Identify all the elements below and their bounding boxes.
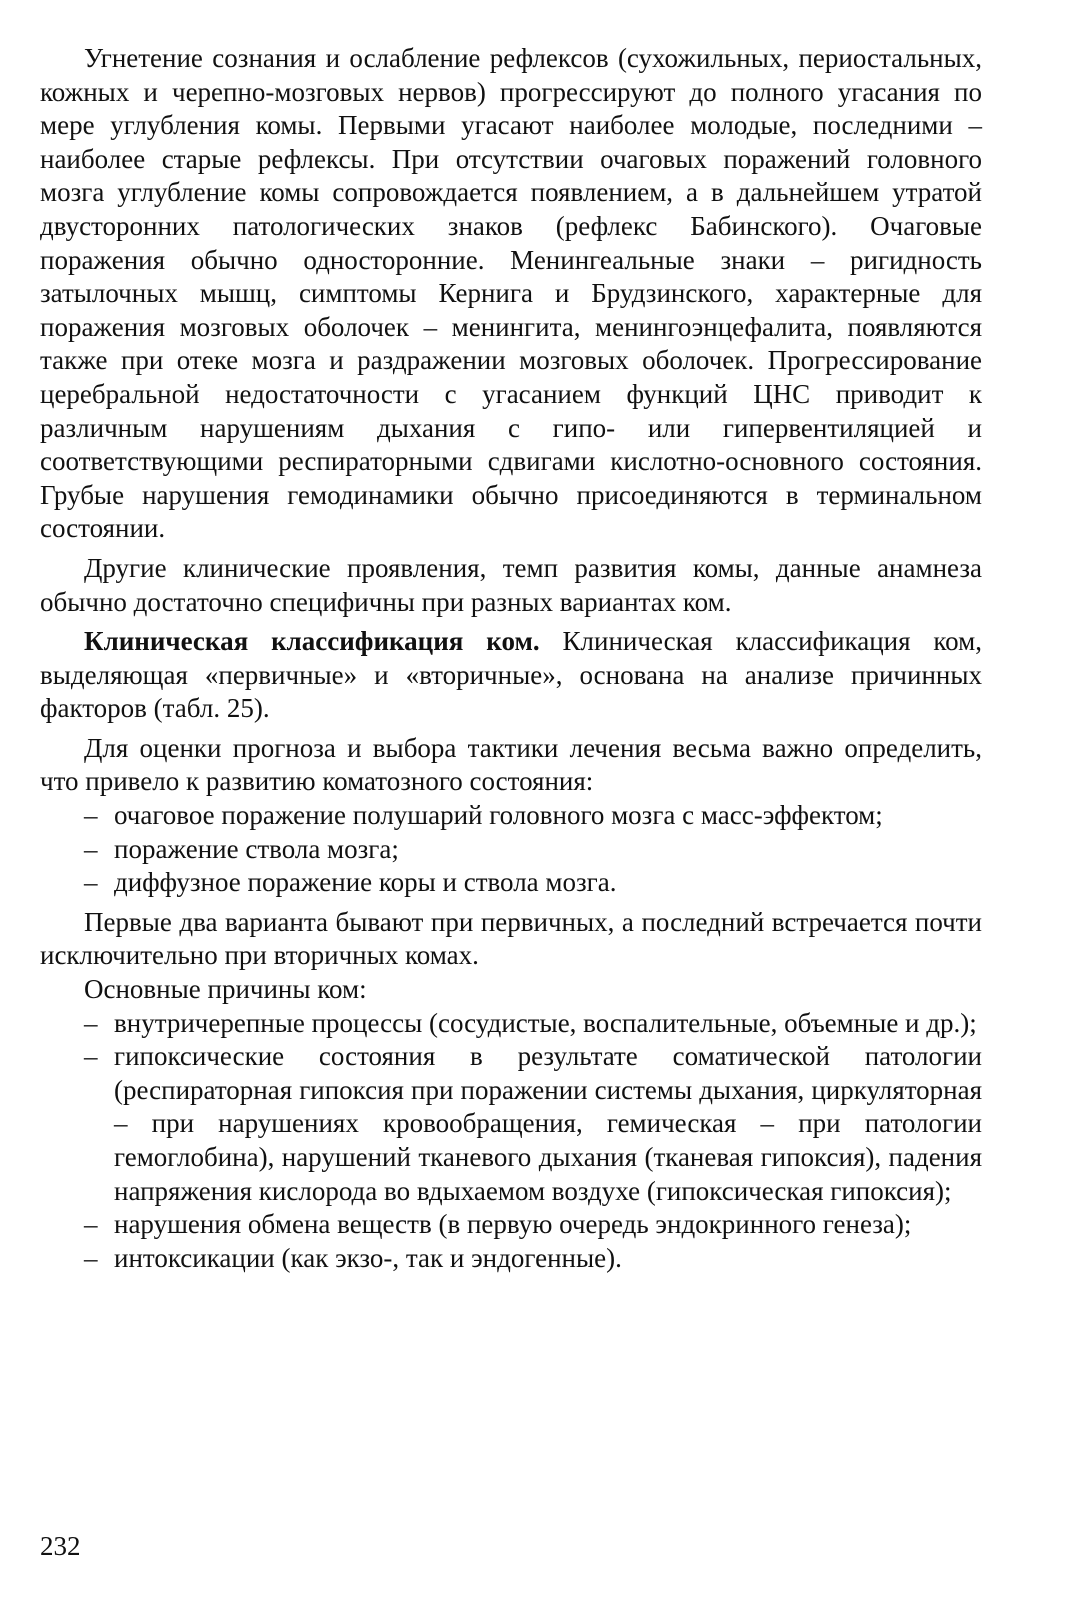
dash-marker: – — [84, 1242, 98, 1273]
dash-marker: – — [84, 800, 98, 831]
list-item: – гипоксические состояния в результате соматической патологии (респираторная гипоксия при поражении системы дыхания, циркуляторная – при нарушениях кровообращения, гемическая – при патологии гемоглобина), нарушений тканевого дыхания (тканевая гипоксия), падения напряжения кислорода во вдыхаемом воздухе (гипоксическая гипоксия); — [84, 1041, 982, 1206]
page-number: 232 — [40, 1531, 81, 1561]
page-body — [40, 42, 982, 1275]
dash-marker: – — [84, 867, 98, 898]
list-item: – очаговое поражение полушарий головного мозга с масс-эффектом; — [40, 799, 982, 833]
paragraph-clinical-manifestations: Другие клинические проявления, темп развития комы, данные анамнеза обычно достаточно специфичны при разных вариантах ком. — [40, 552, 982, 617]
dash-marker: – — [84, 1007, 98, 1038]
classification-text: Клиническая классификация ком, выделяющая «первичные» и «вторичные», основана на анализе причинных факторов (табл. 25). — [40, 626, 982, 724]
list-item: – интоксикации (как экзо-, так и эндогенные). — [40, 1242, 982, 1276]
paragraph-variants: Первые два варианта бывают при первичных, а последний встречается почти исключительно при вторичных комах. — [40, 906, 982, 971]
list-item: – поражение ствола мозга; — [40, 833, 982, 867]
list-item: – нарушения обмена веществ (в первую очередь эндокринного генеза); — [40, 1208, 982, 1242]
list-lesion-types — [40, 799, 982, 900]
list-item: – диффузное поражение коры и ствола мозга. — [40, 866, 982, 900]
paragraph-classification — [40, 625, 982, 726]
classification-heading: Клиническая классификация ком. — [84, 626, 540, 657]
dash-marker: – — [84, 833, 98, 864]
dash-marker: – — [84, 1209, 98, 1240]
list-coma-causes — [40, 1007, 982, 1276]
dash-marker: – — [84, 1041, 98, 1072]
paragraph-prognosis: Для оценки прогноза и выбора тактики лечения весьма важно определить, что привело к развитию коматозного состояния: — [40, 732, 982, 797]
list-item: – внутричерепные процессы (сосудистые, воспалительные, объемные и др.); — [40, 1007, 982, 1041]
paragraph-main-causes: Основные причины ком: — [84, 974, 367, 1005]
paragraph-coma-reflexes: Угнетение сознания и ослабление рефлексов (сухожильных, периостальных, кожных и черепно-мозговых нервов) прогрессируют до полного угасания по мере углубления комы. Первыми угасают наиболее молодые, последними – наиболее старые рефлексы. При отсутствии очаговых поражений головного мозга углубление комы сопровождается появлением, а в дальнейшем утратой двусторонних патологических знаков (рефлекс Бабинского). Очаговые поражения обычно односторонние. Менингеальные знаки – ригидность затылочных мышц, симптомы Кернига и Брудзинского, характерные для поражения мозговых оболочек – менингита, менингоэнцефалита, появляются также при отеке мозга и раздражении мозговых оболочек. Прогрессирование церебральной недостаточности с угасанием функций ЦНС приводит к различным нарушениям дыхания с гипо- или гипервентиляцией и соответствующими респираторными сдвигами кислотно-основного состояния. Грубые нарушения гемодинамики обычно присоединяются в терминальном состоянии. — [40, 43, 982, 544]
